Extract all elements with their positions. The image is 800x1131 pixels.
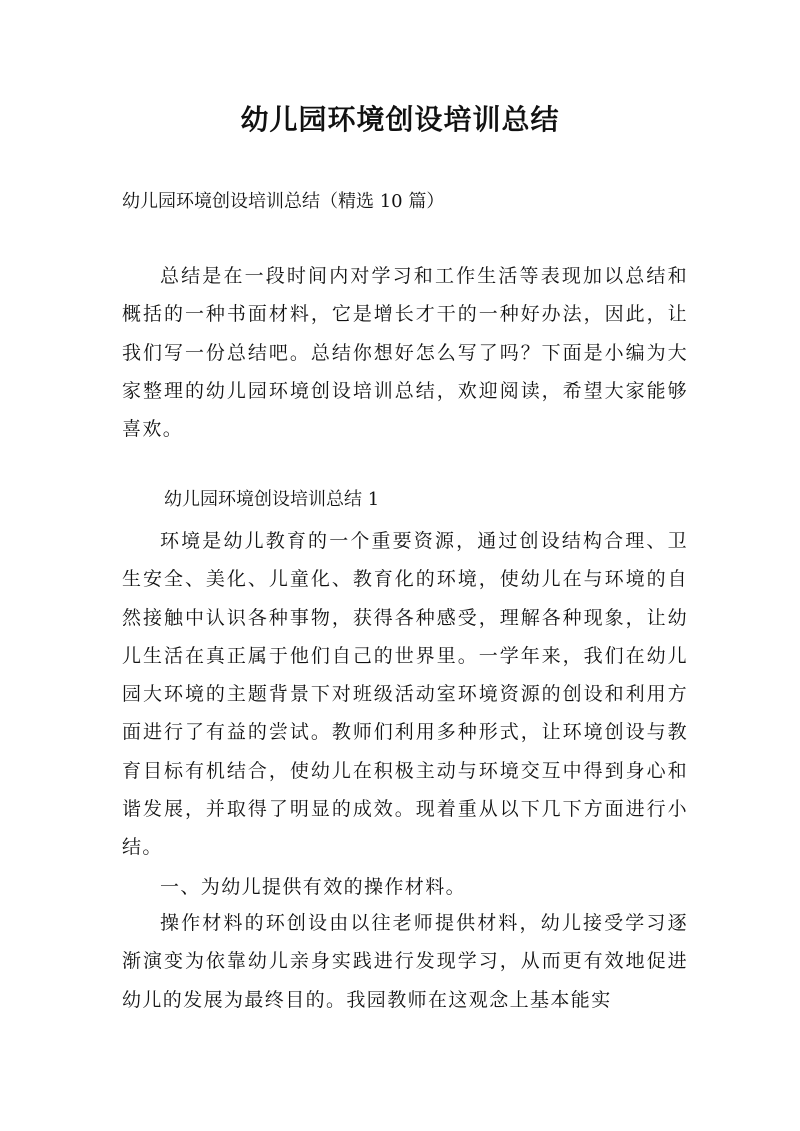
body-paragraph-2: 操作材料的环创设由以往老师提供材料，幼儿接受学习逐渐演变为依靠幼儿亲身实践进行发现学习，从而更有效地促进幼儿的发展为最终目的。我园教师在这观念上基本能实 bbox=[122, 912, 688, 1011]
intro-paragraph: 总结是在一段时间内对学习和工作生活等表现加以总结和概括的一种书面材料，它是增长才干的一种好办法，因此，让我们写一份总结吧。总结你想好怎么写了吗？下面是小编为大家整理的幼儿园环境创设培训总结，欢迎阅读，希望大家能够喜欢。 bbox=[122, 265, 688, 441]
point-heading-1: 一、为幼儿提供有效的操作材料。 bbox=[160, 876, 467, 898]
document-subtitle: 幼儿园环境创设培训总结（精选 10 篇） bbox=[122, 191, 445, 212]
section-heading: 幼儿园环境创设培训总结 1 bbox=[164, 489, 380, 510]
body-paragraph-1: 环境是幼儿教育的一个重要资源，通过创设结构合理、卫生安全、美化、儿童化、教育化的环境，使幼儿在与环境的自然接触中认识各种事物，获得各种感受，理解各种现象，让幼儿生活在真正属于他们自己的世界里。一学年来，我们在幼儿园大环境的主题背景下对班级活动室环境资源的创设和利用方面进行了有益的尝试。教师们利用多种形式，让环境创设与教育目标有机结合，使幼儿在积极主动与环境交互中得到身心和谐发展，并取得了明显的成效。现着重从以下几下方面进行小结。 bbox=[122, 530, 688, 859]
document-title: 幼儿园环境创设培训总结 bbox=[240, 103, 560, 136]
